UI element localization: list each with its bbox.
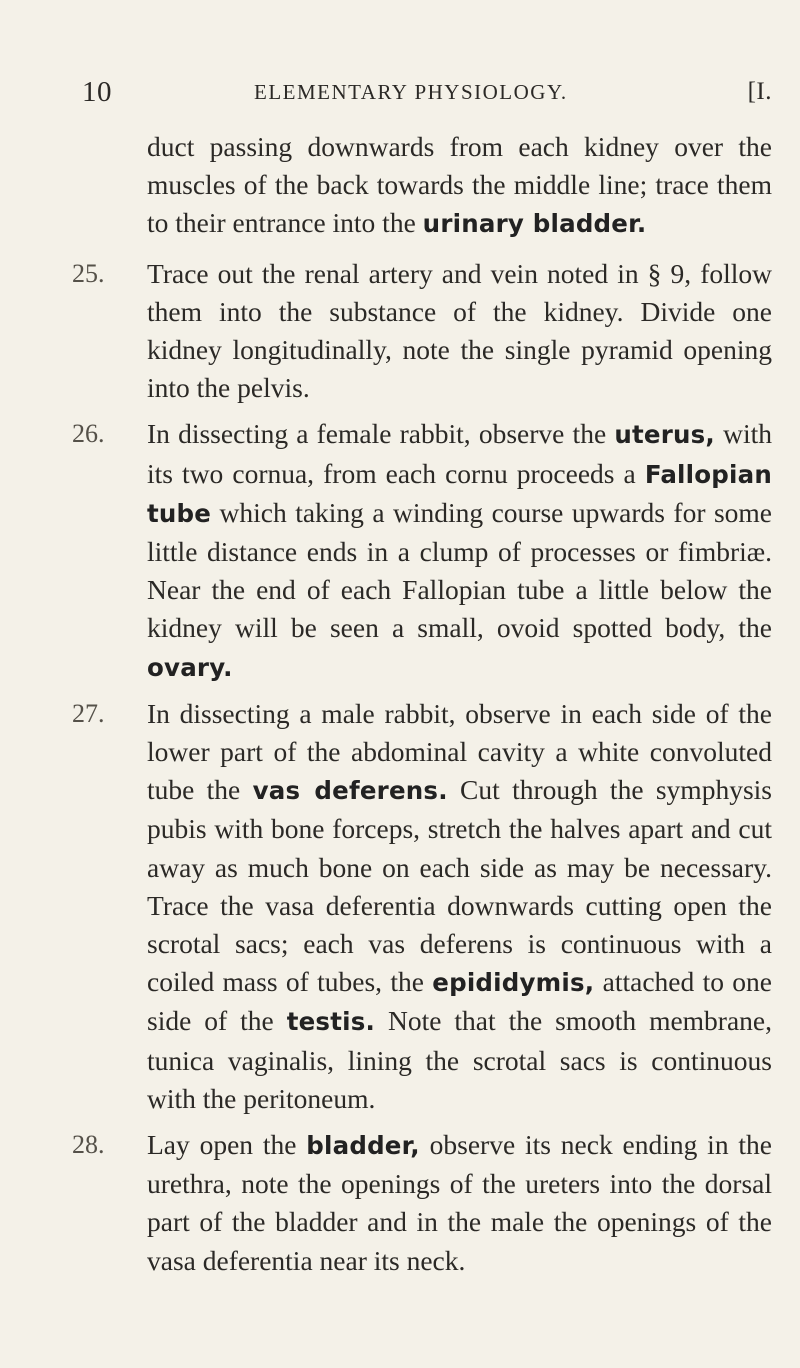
paragraph-text [147,128,772,244]
text-run: Lay open the [147,1129,307,1161]
text-run: duct passing downwards from each kidney over the muscles of the back towards the middle line; trace them to their entrance into the [147,131,772,239]
text-run: Cut through the symphysis pubis with bone forceps, stretch the halves apart and cut away as much bone on each side as may be necessary. Trace the vasa deferentia downwards cutting open the scrotal sacs; each vas deferens is continuous with a coiled mass of tubes, the [147,774,772,998]
paragraph-text [147,415,772,686]
text-run: Trace out the renal artery and vein noted in § 9, follow them into the substance of the kidney. Divide one kidney longitudinally, note the single pyramid opening into the pelvis. [147,257,772,404]
paragraph-text [147,695,772,1118]
bold-term: testis. [286,1007,375,1037]
paragraph [72,1126,772,1280]
paragraph-number: 28. [72,1130,105,1160]
bold-term: ovary. [147,652,233,682]
running-title: ELEMENTARY PHYSIOLOGY. [254,80,568,104]
bold-term: bladder, [306,1131,420,1161]
text-run: which taking a winding course upwards for some little distance ends in a clump of processes or fimbriæ. Near the end of each Fallopian tube a little below the kidney will be seen a small, ovoid spotted body, the [147,496,772,644]
paragraph [72,255,772,408]
paragraph [72,128,772,244]
bold-term: epididymis, [432,968,595,998]
text-run: attached to one side of the [147,966,772,1037]
paragraph-number: 26. [72,419,105,449]
bold-term: vas deferens. [252,776,448,806]
paragraph-number: 25. [72,258,105,288]
text-run: In dissecting a male rabbit, observe in each side of the lower part of the abdominal cavity a white convoluted tube the [147,697,772,806]
text-run: observe its neck ending in the urethra, note the openings of the ureters into the dorsal part of the bladder and in the male the openings of the vasa deferentia near its neck. [147,1129,772,1276]
body-text [72,128,772,1288]
text-run: with its two cornua, from each cornu proceeds a [147,418,772,489]
text-run: Note that the smooth membrane, tunica vaginalis, lining the scrotal sacs is continuous with the peritoneum. [147,1005,772,1114]
bold-term: urinary bladder. [422,209,647,239]
section-marker: [I. [747,78,772,105]
paragraph [72,695,772,1118]
paragraph [72,415,772,686]
paragraph-text [147,1126,772,1280]
bold-term: uterus, [614,420,715,450]
page-number: 10 [82,76,112,108]
page-header [82,76,772,116]
text-run: In dissecting a female rabbit, observe the [147,418,615,450]
paragraph-text [147,255,772,408]
bold-term: Fallopian tube [147,459,772,528]
paragraph-number: 27. [72,698,105,728]
